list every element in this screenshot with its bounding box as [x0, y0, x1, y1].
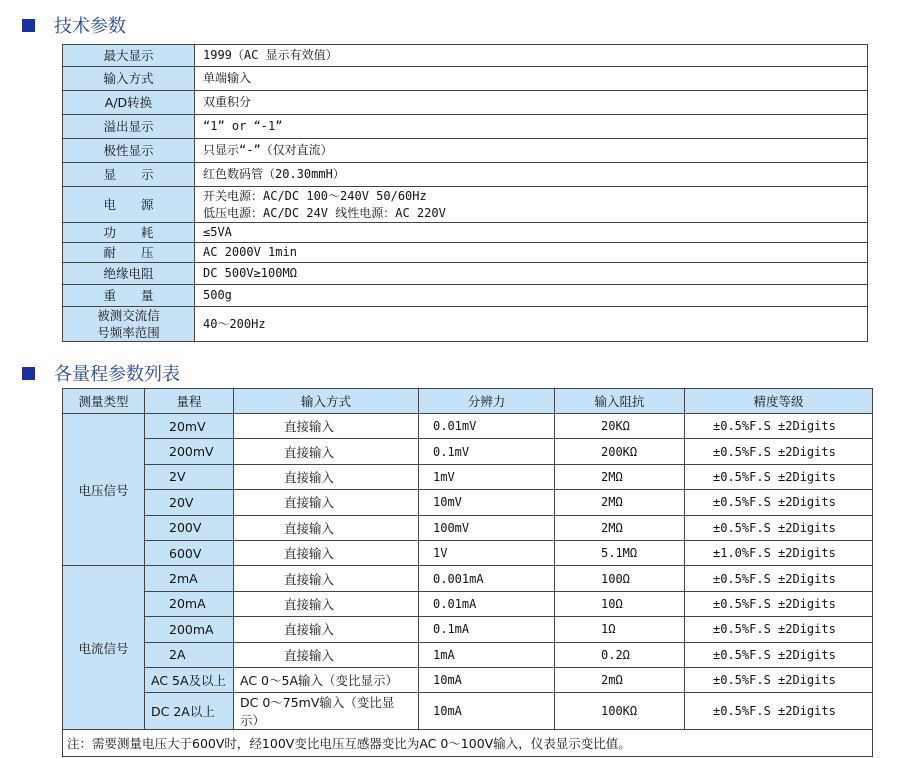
table-row	[63, 464, 873, 489]
spec-label	[63, 139, 195, 163]
spec-value-line: “1” or “-1”	[203, 119, 283, 133]
impedance-cell: 2MΩ	[555, 515, 685, 540]
range-cell: 200mA	[145, 617, 234, 642]
range-table	[62, 388, 873, 757]
header-cell: 输入方式	[234, 389, 419, 414]
spec-label	[63, 45, 195, 67]
spec-value-line: 只显示“-”（仅对直流）	[203, 143, 333, 157]
spec-label-line: A/D转换	[104, 95, 153, 110]
accuracy-cell: ±0.5%F.S ±2Digits	[685, 515, 873, 540]
spec-value-line: 开关电源：AC/DC 100～240V 50/60Hz	[203, 188, 427, 203]
table-row	[63, 591, 873, 616]
resolution-cell: 1mA	[419, 642, 555, 667]
input-method-cell: DC 0～75mV输入（变比显示）	[234, 693, 419, 730]
spec-label-line: 被测交流信	[97, 308, 160, 323]
input-method-cell: 直接输入	[234, 439, 419, 464]
resolution-cell: 0.1mV	[419, 439, 555, 464]
section-title-specs	[22, 12, 126, 38]
table-row	[63, 540, 873, 565]
accuracy-cell: ±0.5%F.S ±2Digits	[685, 414, 873, 439]
spec-label	[63, 115, 195, 139]
section-title-ranges	[22, 360, 180, 386]
header-cell: 量程	[145, 389, 234, 414]
spec-row	[63, 67, 868, 91]
range-cell: AC 5A及以上	[145, 667, 234, 692]
range-cell: 20mA	[145, 591, 234, 616]
spec-value	[195, 187, 868, 223]
accuracy-cell: ±0.5%F.S ±2Digits	[685, 642, 873, 667]
resolution-cell: 0.01mV	[419, 414, 555, 439]
input-method-cell: 直接输入	[234, 591, 419, 616]
spec-label-line: 号频率范围	[97, 325, 160, 340]
impedance-cell: 0.2Ω	[555, 642, 685, 667]
type-cell-current: 电流信号	[63, 566, 145, 730]
spec-label-line: 耐 压	[103, 245, 154, 260]
type-cell-voltage: 电压信号	[63, 414, 145, 566]
header-cell: 测量类型	[63, 389, 145, 414]
spec-value	[195, 115, 868, 139]
accuracy-cell: ±0.5%F.S ±2Digits	[685, 667, 873, 692]
note-row	[63, 730, 873, 757]
spec-row	[63, 187, 868, 223]
spec-row	[63, 263, 868, 285]
impedance-cell: 100Ω	[555, 566, 685, 591]
spec-label-line: 溢出显示	[103, 119, 154, 134]
resolution-cell: 100mV	[419, 515, 555, 540]
table-row	[63, 617, 873, 642]
spec-value	[195, 163, 868, 187]
spec-value	[195, 45, 868, 67]
resolution-cell: 0.1mA	[419, 617, 555, 642]
accuracy-cell: ±1.0%F.S ±2Digits	[685, 540, 873, 565]
range-cell: 20V	[145, 490, 234, 515]
spec-value	[195, 285, 868, 307]
resolution-cell: 10mA	[419, 693, 555, 730]
table-row	[63, 515, 873, 540]
spec-value	[195, 67, 868, 91]
spec-label-line: 最大显示	[103, 48, 154, 63]
bullet-square-icon	[22, 367, 35, 380]
resolution-cell: 0.001mA	[419, 566, 555, 591]
table-header-row	[63, 389, 873, 414]
spec-label-line: 功 耗	[103, 225, 154, 240]
spec-row	[63, 91, 868, 115]
section-title-text: 各量程参数列表	[54, 364, 180, 385]
impedance-cell: 2MΩ	[555, 464, 685, 489]
resolution-cell: 10mA	[419, 667, 555, 692]
note-text: 注：需要测量电压大于600V时，经100V变比电压互感器变比为AC 0～100V输入，仪表显示变比值。	[63, 730, 873, 757]
table-row	[63, 693, 873, 730]
range-cell: 200V	[145, 515, 234, 540]
spec-label	[63, 307, 195, 342]
spec-label	[63, 163, 195, 187]
spec-label-line: 绝缘电阻	[103, 266, 154, 281]
spec-label-line: 重 量	[103, 288, 154, 303]
spec-label	[63, 91, 195, 115]
impedance-cell: 100KΩ	[555, 693, 685, 730]
input-method-cell: 直接输入	[234, 464, 419, 489]
spec-value-line: 单端输入	[203, 71, 252, 85]
spec-value-line: 500g	[203, 288, 232, 302]
spec-row	[63, 45, 868, 67]
spec-row	[63, 243, 868, 263]
accuracy-cell: ±0.5%F.S ±2Digits	[685, 591, 873, 616]
impedance-cell: 5.1MΩ	[555, 540, 685, 565]
range-cell: 20mV	[145, 414, 234, 439]
table-row	[63, 566, 873, 591]
input-method-cell: 直接输入	[234, 414, 419, 439]
spec-value-line: 双重积分	[203, 95, 252, 109]
header-cell: 输入阻抗	[555, 389, 685, 414]
spec-value	[195, 91, 868, 115]
range-cell: 2mA	[145, 566, 234, 591]
range-cell: 600V	[145, 540, 234, 565]
spec-label-line: 显 示	[103, 167, 154, 182]
spec-label	[63, 285, 195, 307]
accuracy-cell: ±0.5%F.S ±2Digits	[685, 490, 873, 515]
section-title-text: 技术参数	[54, 16, 126, 37]
range-cell: 2A	[145, 642, 234, 667]
spec-value-line: AC 2000V 1min	[203, 245, 297, 259]
impedance-cell: 2MΩ	[555, 490, 685, 515]
input-method-cell: AC 0～5A输入（变比显示）	[234, 667, 419, 692]
spec-row	[63, 223, 868, 243]
input-method-cell: 直接输入	[234, 566, 419, 591]
impedance-cell: 2mΩ	[555, 667, 685, 692]
spec-label-line: 极性显示	[103, 143, 154, 158]
header-cell: 分辨力	[419, 389, 555, 414]
impedance-cell: 1Ω	[555, 617, 685, 642]
spec-label	[63, 243, 195, 263]
table-row	[63, 490, 873, 515]
accuracy-cell: ±0.5%F.S ±2Digits	[685, 439, 873, 464]
spec-label	[63, 263, 195, 285]
spec-value	[195, 243, 868, 263]
spec-label-line: 输入方式	[103, 71, 154, 86]
spec-value-line: DC 500V≥100MΩ	[203, 266, 297, 280]
input-method-cell: 直接输入	[234, 642, 419, 667]
accuracy-cell: ±0.5%F.S ±2Digits	[685, 566, 873, 591]
header-cell: 精度等级	[685, 389, 873, 414]
table-row	[63, 439, 873, 464]
resolution-cell: 1mV	[419, 464, 555, 489]
spec-value-line: 1999（AC 显示有效值）	[203, 48, 338, 62]
accuracy-cell: ±0.5%F.S ±2Digits	[685, 464, 873, 489]
input-method-cell: 直接输入	[234, 617, 419, 642]
table-row	[63, 414, 873, 439]
range-cell: DC 2A以上	[145, 693, 234, 730]
spec-value	[195, 139, 868, 163]
spec-row	[63, 307, 868, 342]
resolution-cell: 0.01mA	[419, 591, 555, 616]
spec-label	[63, 187, 195, 223]
resolution-cell: 1V	[419, 540, 555, 565]
spec-value	[195, 307, 868, 342]
impedance-cell: 10Ω	[555, 591, 685, 616]
spec-row	[63, 139, 868, 163]
spec-value-line: ≤5VA	[203, 225, 232, 239]
spec-value-line: 40～200Hz	[203, 316, 266, 331]
spec-value	[195, 223, 868, 243]
bullet-square-icon	[22, 19, 35, 32]
spec-label	[63, 67, 195, 91]
spec-value-line: 低压电源：AC/DC 24V 线性电源：AC 220V	[203, 205, 446, 220]
resolution-cell: 10mV	[419, 490, 555, 515]
input-method-cell: 直接输入	[234, 490, 419, 515]
spec-table	[62, 44, 868, 342]
input-method-cell: 直接输入	[234, 540, 419, 565]
impedance-cell: 200KΩ	[555, 439, 685, 464]
spec-label-line: 电 源	[103, 197, 154, 212]
input-method-cell: 直接输入	[234, 515, 419, 540]
spec-value-line: 红色数码管（20.30mmH）	[203, 167, 345, 181]
impedance-cell: 20KΩ	[555, 414, 685, 439]
range-cell: 200mV	[145, 439, 234, 464]
spec-row	[63, 285, 868, 307]
accuracy-cell: ±0.5%F.S ±2Digits	[685, 617, 873, 642]
spec-label	[63, 223, 195, 243]
spec-row	[63, 115, 868, 139]
accuracy-cell: ±0.5%F.S ±2Digits	[685, 693, 873, 730]
table-row	[63, 642, 873, 667]
spec-row	[63, 163, 868, 187]
table-row	[63, 667, 873, 692]
spec-value	[195, 263, 868, 285]
range-cell: 2V	[145, 464, 234, 489]
